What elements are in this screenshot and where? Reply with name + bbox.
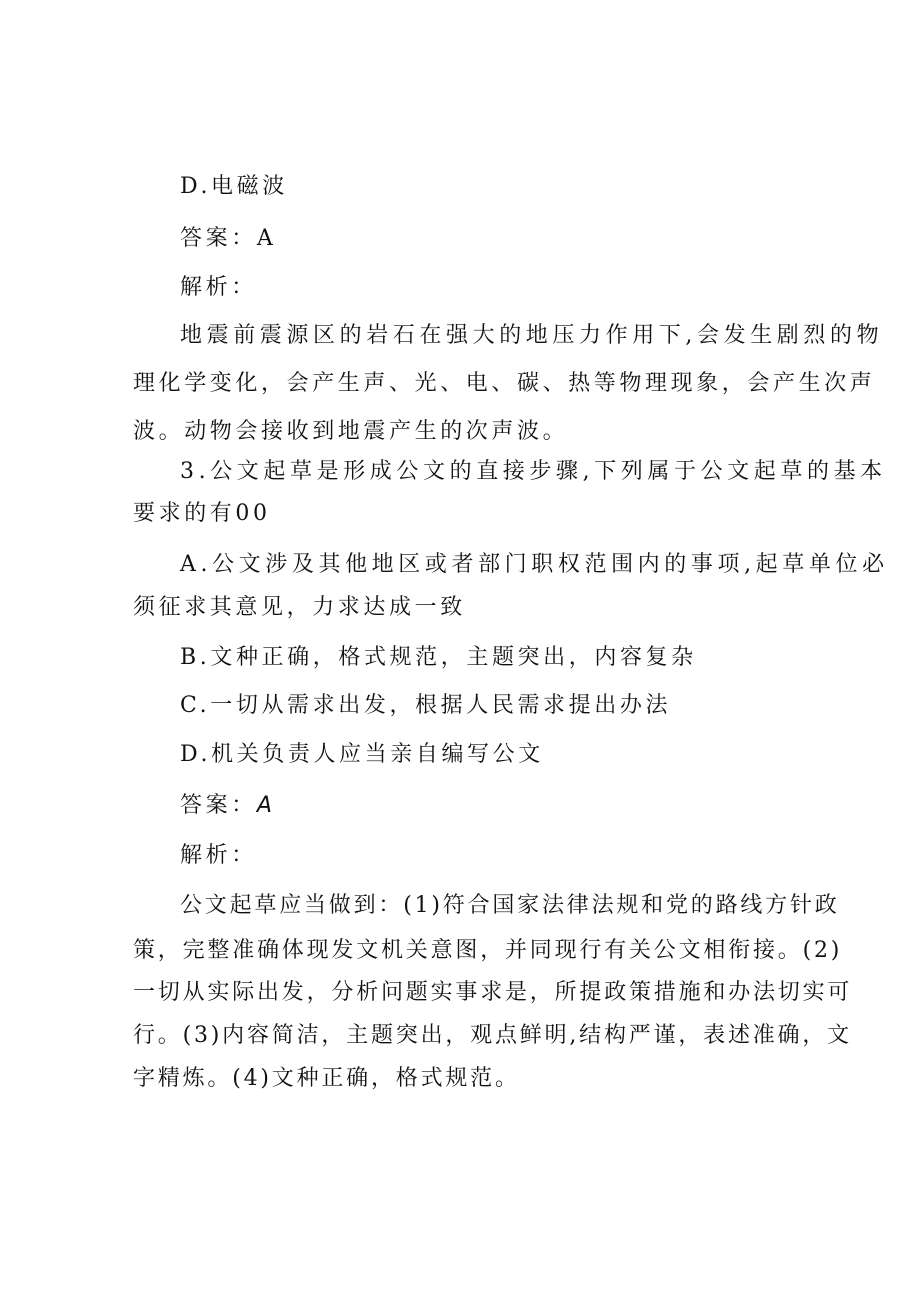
q3-analysis-line-2: 策，完整准确体现发文机关意图，并同现行有关公文相衔接。(2) — [133, 938, 843, 963]
q3-analysis-label: 解析： — [180, 843, 257, 868]
q3-option-b: B.文种正确，格式规范，主题突出，内容复杂 — [180, 645, 697, 670]
q2-analysis-line-1: 地震前震源区的岩石在强大的地压力作用下,会发生剧烈的物 — [180, 323, 884, 348]
q2-analysis-line-2: 理化学变化，会产生声、光、电、碳、热等物理现象，会产生次声 — [133, 371, 876, 396]
q3-analysis-line-5: 字精炼。(4)文种正确，格式规范。 — [133, 1066, 520, 1091]
q2-option-d: D.电磁波 — [180, 174, 288, 199]
q2-analysis-label: 解析： — [180, 275, 257, 300]
q3-option-a-line-2: 须征求其意见，力求达成一致 — [133, 595, 466, 620]
q3-analysis-line-1: 公文起草应当做到：(1)符合国家法律法规和党的路线方针政 — [180, 893, 840, 918]
q3-option-c: C.一切从需求出发，根据人民需求提出办法 — [180, 693, 672, 718]
q3-answer — [180, 793, 275, 819]
q3-analysis-line-4: 行。(3)内容简洁，主题突出，观点鲜明,结构严谨，表述准确，文 — [133, 1023, 852, 1048]
q2-answer — [180, 226, 276, 252]
q3-question-line-1: 3.公文起草是形成公文的直接步骤,下列属于公文起草的基本 — [180, 459, 887, 484]
q3-option-d: D.机关负责人应当亲自编写公文 — [180, 742, 544, 767]
q3-option-a-line-1: A.公文涉及其他地区或者部门职权范围内的事项,起草单位必 — [180, 552, 889, 577]
q2-analysis-line-3: 波。动物会接收到地震产生的次声波。 — [133, 419, 569, 444]
q3-answer-value: A — [256, 793, 276, 818]
q2-answer-value: A — [256, 226, 277, 251]
q2-answer-label: 答案： — [180, 226, 257, 251]
q3-answer-label: 答案： — [180, 793, 257, 818]
q3-analysis-line-3: 一切从实际出发，分析问题实事求是，所提政策措施和办法切实可 — [133, 980, 853, 1005]
q3-question-line-2: 要求的有00 — [133, 501, 271, 526]
